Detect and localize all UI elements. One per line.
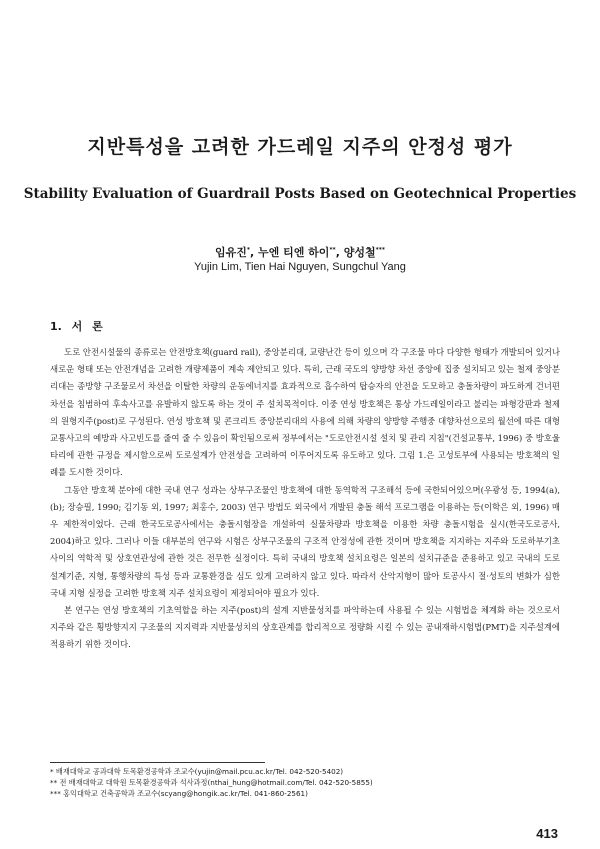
paragraph: 도로 안전시설물의 종류로는 안전방호책(guard rail), 중앙분리대, 교량난간 등이 있으며 각 구조물 마다 다양한 형태가 개발되어 있거나 새로운 형태 또는 안전개념을 고려한 개량제품이 계속 제안되고 있다. 특히, 근래 국도의 양방향 차선 중앙에 집중 설치되고 있는 철제 중앙분리대는 종방향 구조물로서 차선을 이탈한 차량의 운동에너지를 효과적으로 흡수하여 탑승자의 안전을 도모하고 충돌차량이 파도하게 건너편 차선을 침범하여 후속사고를 유발하지 않도록 하는 것이 주 설치목적이다. 이중 연성 방호책은 통상 가드레일이라고 불리는 파형강판과 철제의 원형지주(post)로 구성된다. 연성 방호책 및 콘크리트 중앙분리대의 사용에 의해 차량의 양방향 주행중 대향차선으로의 월선에 따른 대형교통사고의 예방과 사고빈도를 줄여 줄 수 있음이 확인됨으로써 정부에서는 "도로안전시설 설치 및 관리 지침"(건설교통부, 1996) 중 방호울타리에 관한 규정을 제시함으로써 도로설계가 안전성을 고려하여 이루어지도록 유도하고 있다. 그림 1.은 고성토부에 사용되는 방호책의 일례를 도시한 것이다. <box>50 347 560 478</box>
section-heading: 1. 서 론 <box>50 320 103 333</box>
paragraph: 본 연구는 연성 방호책의 기초역할을 하는 지주(post)의 설계 지반물성치를 파악하는데 사용될 수 있는 시험법을 체계화 하는 것으로서 지주와 같은 횡방향지지 구조물의 지지력과 지반물성치의 상호관계를 합리적으로 정량화 시킬 수 있는 공내재하시험법(PMT)을 지주설계에 적용하기 위한 것이다. <box>50 605 560 650</box>
footnote: *** 홍익대학교 건축공학과 조교수(scyang@hongik.ac.kr/Tel. 041-860-2561) <box>50 789 308 798</box>
footnote: * 배재대학교 공과대학 토목환경공학과 조교수(yujin@mail.pcu.ac.kr/Tel. 042-520-5402) <box>50 767 344 776</box>
footnote-divider <box>50 762 265 763</box>
author-separator: , <box>335 246 344 259</box>
author-1: 임유진 <box>214 246 247 259</box>
author-3-mark: *** <box>375 246 386 254</box>
author-2-mark: ** <box>329 246 336 254</box>
author-2: 누엔 티엔 하이 <box>258 246 330 259</box>
page-number: 413 <box>536 826 558 841</box>
body-text <box>50 344 560 654</box>
footnote: ** 전 배재대학교 대학원 토목환경공학과 석사과정(nthai_hung@hotmail.com/Tel. 042-520-5855) <box>50 778 373 787</box>
author-separator: , <box>249 246 258 259</box>
authors-korean <box>0 244 600 260</box>
korean-title: 지반특성을 고려한 가드레일 지주의 안정성 평가 <box>87 136 513 158</box>
authors-english: Yujin Lim, Tien Hai Nguyen, Sungchul Yang <box>194 261 406 273</box>
author-3: 양성철 <box>343 246 376 259</box>
english-title: Stability Evaluation of Guardrail Posts Based on Geotechnical Properties <box>23 186 577 202</box>
author-1-mark: * <box>246 246 250 254</box>
paragraph: 그동안 방호책 분야에 대한 국내 연구 성과는 상부구조물인 방호책에 대한 동역학적 구조해석 등에 국한되어있으며(우광성 등, 1994(a), (b); 장승필, 1990; 김기동 외, 1997; 최홍수, 2003) 연구 방법도 외국에서 개발된 충돌 해석 프로그램을 이용하는 등(이학은 외, 1996) 매우 제한적이었다. 근래 한국도로공사에서는 충돌시험장을 개설하여 실물차량과 방호책을 이용한 차량 충돌시험을 실시(한국도로공사, 2004)하고 있다. 그러나 이들 대부분의 연구와 시험은 상부구조물의 구조적 안정성에 관한 것이며 방호책을 지지하는 지주와 도로하부기초 사이의 역학적 및 상호연관성에 관한 것은 전무한 실정이다. 특히 국내의 방호책 설치요령은 일본의 설치규준을 준용하고 있고 국내의 도로 설계기준, 지형, 통행차량의 특성 등과 교통환경을 심도 있게 고려하지 않고 있다. 따라서 산악지형이 많아 토공사시 절·성토의 변화가 심한 국내 지형 실정을 고려한 방호책 지주 설치요령이 제정되어야 필요가 있다. <box>50 484 560 598</box>
footnotes <box>50 766 570 799</box>
